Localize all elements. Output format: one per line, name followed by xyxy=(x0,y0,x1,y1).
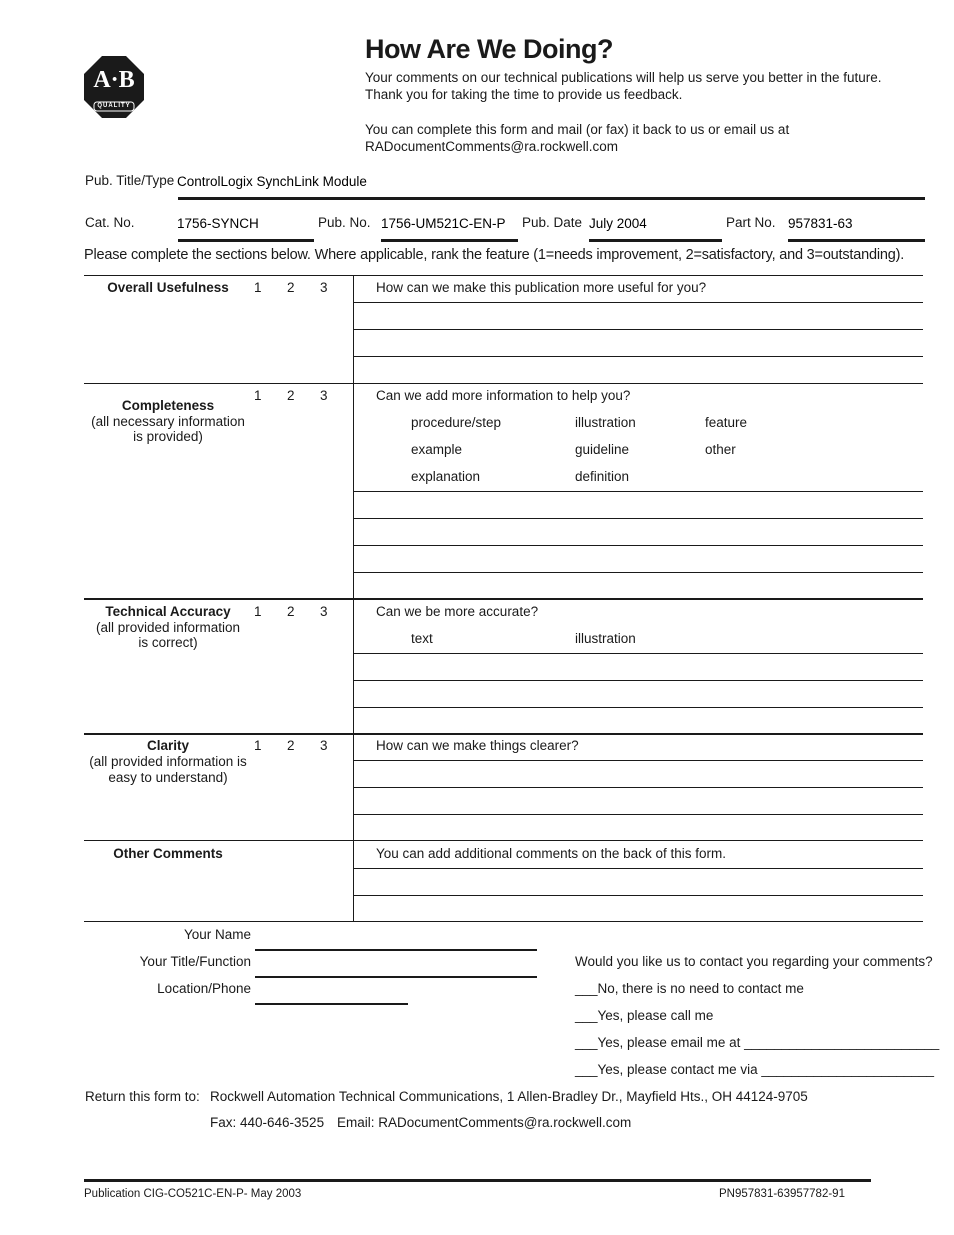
location-label: Location/Phone xyxy=(157,981,251,996)
contact-option-call[interactable]: ___Yes, please call me xyxy=(575,1008,714,1023)
part-no-label: Part No. xyxy=(726,215,776,230)
part-no-underline xyxy=(788,239,925,242)
part-no-field[interactable] xyxy=(788,212,921,234)
other-title: Other Comments xyxy=(113,846,223,861)
footer-rule xyxy=(84,1179,871,1182)
write-line xyxy=(354,302,923,303)
option-guideline[interactable]: guideline xyxy=(575,442,630,457)
pub-date-label: Pub. Date xyxy=(522,215,583,230)
pub-date-underline xyxy=(589,239,722,242)
write-line xyxy=(354,653,923,654)
pub-no-underline xyxy=(381,239,518,242)
clarity-sub-1: (all provided information is xyxy=(89,754,247,769)
rank-1[interactable]: 1 xyxy=(254,280,262,295)
return-address: Rockwell Automation Technical Communications, 1 Allen-Bradley Dr., Mayfield Hts., OH 44124-9705 xyxy=(210,1089,808,1104)
intro-line-3: You can complete this form and mail (or fax) it back to us or email us at xyxy=(365,122,790,137)
pub-title-underline xyxy=(178,197,925,200)
rank-2[interactable]: 2 xyxy=(287,280,295,295)
cat-no-label: Cat. No. xyxy=(85,215,135,230)
logo-text: A·B xyxy=(93,67,135,93)
footer-publication: Publication CIG-CO521C-EN-P- May 2003 xyxy=(84,1188,302,1200)
accuracy-comment[interactable] xyxy=(358,655,922,734)
rank-2[interactable]: 2 xyxy=(287,738,295,753)
rank-3[interactable]: 3 xyxy=(320,604,328,619)
pub-title-field[interactable] xyxy=(177,170,917,192)
rank-2[interactable]: 2 xyxy=(287,388,295,403)
pub-no-field[interactable] xyxy=(381,212,516,234)
option-other[interactable]: other xyxy=(705,442,736,457)
your-title-underline xyxy=(255,976,537,978)
accuracy-sub-1: (all provided information xyxy=(95,620,241,635)
cat-no-underline xyxy=(178,239,314,242)
accuracy-question: Can we be more accurate? xyxy=(376,604,539,619)
option-text[interactable]: text xyxy=(411,631,433,646)
option-illustration[interactable]: illustration xyxy=(575,631,636,646)
pub-no-label: Pub. No. xyxy=(318,215,371,230)
intro-email: RADocumentComments@ra.rockwell.com xyxy=(365,139,619,154)
ab-logo xyxy=(84,56,144,118)
clarity-sub-2: easy to understand) xyxy=(108,770,228,785)
contact-question: Would you like us to contact you regarding your comments? xyxy=(575,954,933,969)
return-fax: Fax: 440-646-3525 xyxy=(210,1115,325,1130)
usefulness-comment[interactable] xyxy=(358,304,922,384)
clarity-title: Clarity xyxy=(146,738,190,753)
intro-line-1: Your comments on our technical publications will help us serve you better in the future. xyxy=(365,70,882,85)
page-title: How Are We Doing? xyxy=(365,34,613,64)
return-label: Return this form to: xyxy=(85,1089,200,1104)
return-email: Email: RADocumentComments@ra.rockwell.com xyxy=(337,1115,632,1130)
option-example[interactable]: example xyxy=(411,442,463,457)
pub-title-label: Pub. Title/Type xyxy=(85,173,175,188)
usefulness-question: How can we make this publication more useful for you? xyxy=(376,280,707,295)
your-title-label: Your Title/Function xyxy=(139,954,251,969)
completeness-sub-1: (all necessary information xyxy=(91,414,245,429)
other-question: You can add additional comments on the back of this form. xyxy=(376,846,726,861)
clarity-question: How can we make things clearer? xyxy=(376,738,579,753)
logo-sub: QUALITY xyxy=(97,103,131,109)
accuracy-title: Technical Accuracy xyxy=(105,604,231,619)
usefulness-title: Overall Usefulness xyxy=(107,280,229,295)
contact-option-via[interactable]: ___Yes, please contact me via _______________________ xyxy=(575,1062,935,1077)
contact-option-no[interactable]: ___No, there is no need to contact me xyxy=(575,981,804,996)
option-procedure-step[interactable]: procedure/step xyxy=(411,415,502,430)
option-illustration[interactable]: illustration xyxy=(575,415,636,430)
rank-1[interactable]: 1 xyxy=(254,604,262,619)
location-underline xyxy=(255,1003,408,1005)
completeness-sub-2: is provided) xyxy=(133,429,203,444)
location-field[interactable] xyxy=(255,982,405,1002)
completeness-question: Can we add more information to help you? xyxy=(376,388,631,403)
write-line xyxy=(354,491,923,492)
your-name-label: Your Name xyxy=(183,927,251,942)
write-line xyxy=(354,760,923,761)
instructions: Please complete the sections below. Where applicable, rank the feature (1=needs improvement, 2=satisfactory, and 3=outstanding). xyxy=(84,247,905,263)
rank-3[interactable]: 3 xyxy=(320,280,328,295)
intro-line-2: Thank you for taking the time to provide us feedback. xyxy=(365,87,683,102)
contact-option-email[interactable]: ___Yes, please email me at __________________________ xyxy=(575,1035,940,1050)
completeness-comment[interactable] xyxy=(358,493,922,599)
option-definition[interactable]: definition xyxy=(575,469,630,484)
your-name-underline xyxy=(255,949,537,951)
option-explanation[interactable]: explanation xyxy=(411,469,481,484)
accuracy-sub-2: is correct) xyxy=(138,635,198,650)
grid-top-rule xyxy=(84,275,923,276)
rank-3[interactable]: 3 xyxy=(320,388,328,403)
rank-2[interactable]: 2 xyxy=(287,604,295,619)
rank-1[interactable]: 1 xyxy=(254,738,262,753)
your-name-field[interactable] xyxy=(255,928,535,948)
your-title-field[interactable] xyxy=(255,955,535,975)
option-feature[interactable]: feature xyxy=(705,415,748,430)
completeness-title: Completeness xyxy=(121,398,215,413)
clarity-comment[interactable] xyxy=(358,762,922,841)
rank-1[interactable]: 1 xyxy=(254,388,262,403)
cat-no-field[interactable] xyxy=(177,212,311,234)
footer-pn: PN957831-63957782-91 xyxy=(719,1188,845,1200)
pub-date-field[interactable] xyxy=(589,212,719,234)
other-comment[interactable] xyxy=(358,870,922,922)
rank-3[interactable]: 3 xyxy=(320,738,328,753)
write-line xyxy=(354,868,923,869)
